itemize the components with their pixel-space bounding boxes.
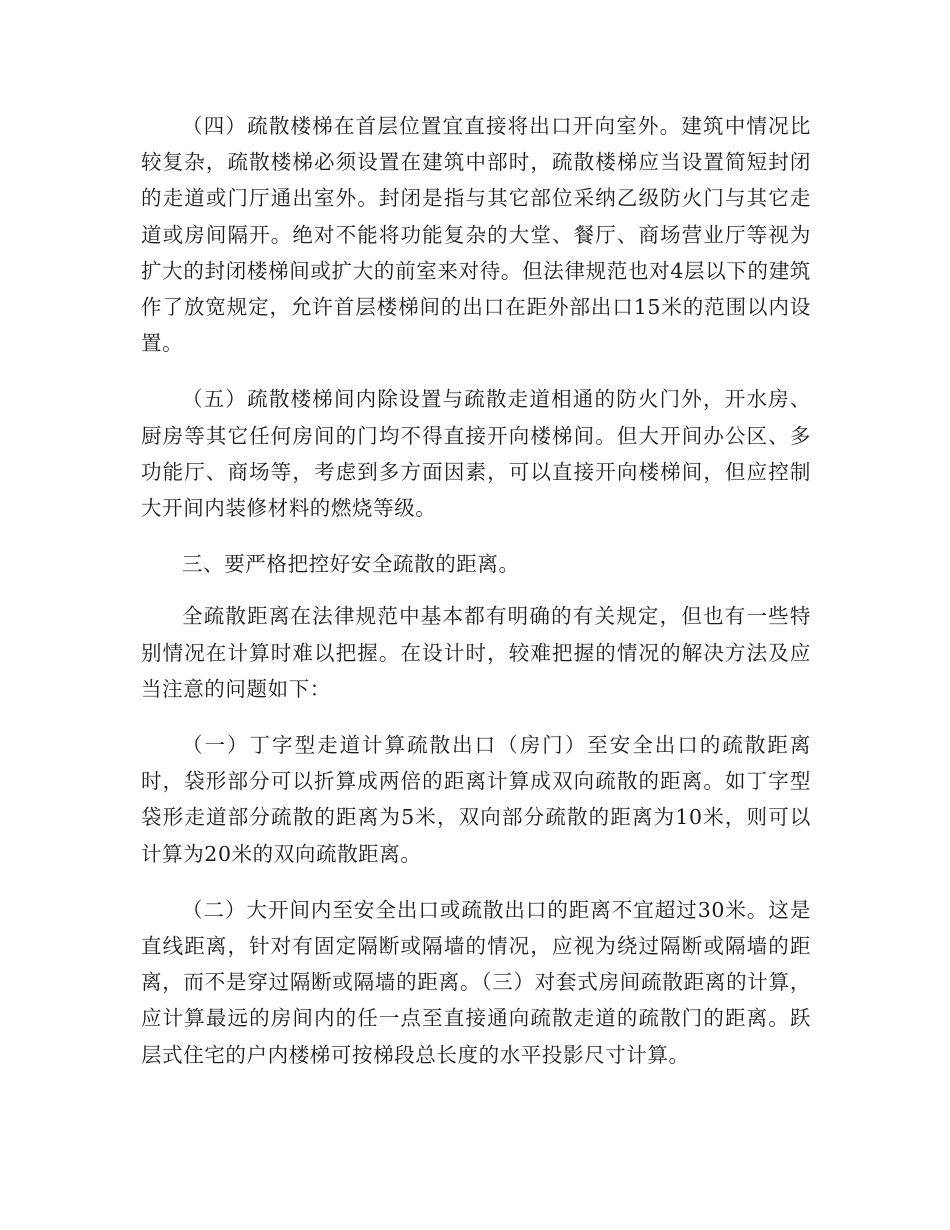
section-heading-evacuation-distance: 三、要严格把控好安全疏散的距离。	[182, 552, 520, 577]
paragraph-t-shaped-corridor: （一）丁字型走道计算疏散出口（房门）至安全出口的疏散距离时，袋形部分可以折算成两倍的距离计算成双向疏散的距离。如丁字型袋形走道部分疏散的距离为5米，双向部分疏散的距离为10米，则可以计算为20米的双向疏散距离。	[141, 733, 811, 866]
paragraph-open-plan-distance: （二）大开间内至安全出口或疏散出口的距离不宜超过30米。这是直线距离，针对有固定隔断或隔墙的情况，应视为绕过隔断或隔墙的距离，而不是穿过隔断或隔墙的距离。（三）对套式房间疏散距离的计算，应计算最远的房间内的任一点至直接通向疏散走道的疏散门的距离。跃层式住宅的户内楼梯可按梯段总长度的水平投影尺寸计算。	[141, 897, 811, 1067]
paragraph-stair-exit-first-floor: （四）疏散楼梯在首层位置宜直接将出口开向室外。建筑中情况比较复杂，疏散楼梯必须设置在建筑中部时，疏散楼梯应当设置简短封闭的走道或门厅通出室外。封闭是指与其它部位采纳乙级防火门与其它走道或房间隔开。绝对不能将功能复杂的大堂、餐厅、商场营业厅等视为扩大的封闭楼梯间或扩大的前室来对待。但法律规范也对4层以下的建筑作了放宽规定，允许首层楼梯间的出口在距外部出口15米的范围以内设置。	[141, 114, 811, 356]
paragraph-stairwell-doors: （五）疏散楼梯间内除设置与疏散走道相通的防火门外，开水房、厨房等其它任何房间的门均不得直接开向楼梯间。但大开间办公区、多功能厅、商场等，考虑到多方面因素，可以直接开向楼梯间，但应控制大开间内装修材料的燃烧等级。	[141, 387, 811, 521]
paragraph-distance-intro: 全疏散距离在法律规范中基本都有明确的有关规定，但也有一些特别情况在计算时难以把握。在设计时，较难把握的情况的解决方法及应当注意的问题如下：	[141, 604, 811, 701]
document-body	[141, 108, 811, 1093]
